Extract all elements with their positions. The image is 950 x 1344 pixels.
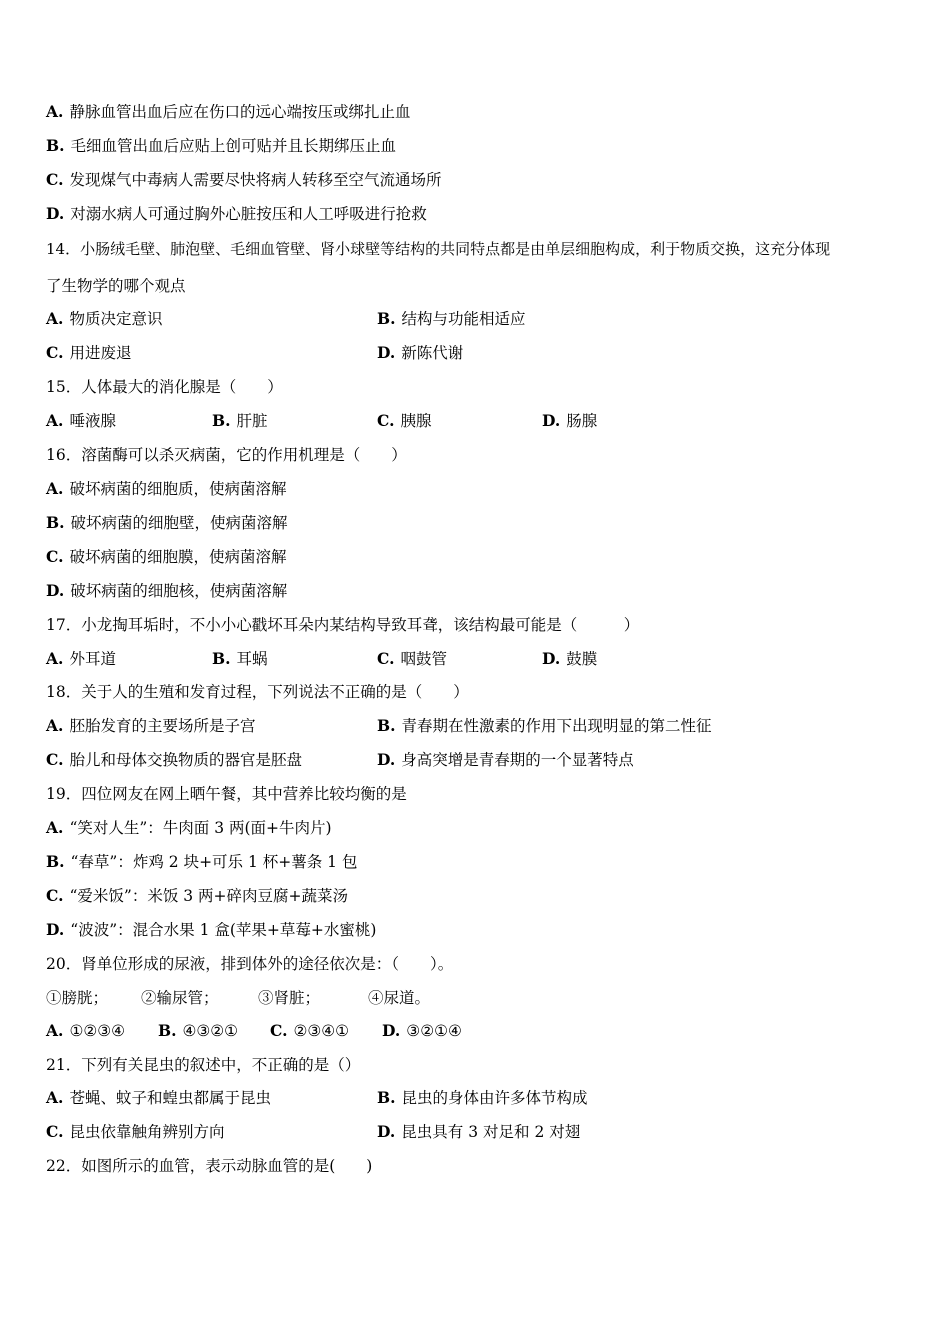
q16-option-b [46, 511, 288, 535]
option-text: ②③④① [293, 1022, 350, 1040]
option-text: 对溺水病人可通过胸外心脏按压和人工呼吸进行抢救 [70, 205, 427, 223]
option-letter: D. [542, 411, 561, 430]
q18-option-b [377, 714, 712, 738]
option-text: 咽鼓管 [400, 650, 447, 668]
option-letter: D. [377, 343, 396, 362]
option-letter: A. [46, 1088, 64, 1107]
option-text: ④③②① [182, 1022, 239, 1040]
option-letter: D. [46, 204, 65, 223]
q19-stem: 19．四位网友在网上晒午餐，其中营养比较均衡的是 [46, 785, 407, 803]
option-letter: B. [46, 513, 65, 532]
q20-option-d [382, 1019, 462, 1043]
option-text: 破坏病菌的细胞壁，使病菌溶解 [70, 514, 288, 532]
q16-option-c [46, 545, 286, 569]
option-letter: C. [46, 886, 64, 905]
option-text: 用进废退 [69, 344, 132, 362]
q20-option-a [46, 1019, 125, 1043]
q16-stem: 16．溶菌酶可以杀灭病菌，它的作用机理是（ ） [46, 446, 407, 464]
option-letter: D. [46, 581, 65, 600]
q13-option-d [46, 202, 427, 226]
q14-stem-line2: 了生物学的哪个观点 [46, 277, 186, 295]
q21-option-d [377, 1120, 580, 1144]
option-letter: B. [46, 136, 65, 155]
option-text: 破坏病菌的细胞膜，使病菌溶解 [69, 548, 287, 566]
q19-option-d [46, 918, 376, 942]
option-letter: A. [46, 102, 64, 121]
option-letter: C. [377, 411, 395, 430]
q17-stem: 17．小龙掏耳垢时，不小小心戳坏耳朵内某结构导致耳聋，该结构最可能是（ ） [46, 616, 640, 634]
q16-option-a [46, 477, 286, 501]
option-text: 发现煤气中毒病人需要尽快将病人转移至空气流通场所 [69, 171, 442, 189]
q15-option-c [377, 409, 431, 433]
q20-item-3: ③肾脏； [258, 989, 321, 1007]
q13-option-b [46, 134, 396, 158]
q20-option-c [270, 1019, 349, 1043]
option-text: 破坏病菌的细胞核，使病菌溶解 [70, 582, 288, 600]
option-letter: C. [377, 649, 395, 668]
option-text: 外耳道 [69, 650, 116, 668]
q19-option-c [46, 884, 348, 908]
q19-option-a [46, 816, 332, 840]
option-letter: B. [377, 716, 396, 735]
option-letter: B. [212, 649, 231, 668]
option-letter: C. [46, 170, 64, 189]
option-text: 胰腺 [400, 412, 432, 430]
option-letter: A. [46, 649, 64, 668]
option-letter: A. [46, 309, 64, 328]
option-letter: A. [46, 1021, 64, 1040]
q14-option-c [46, 341, 131, 365]
q14-option-d [377, 341, 463, 365]
q18-option-a [46, 714, 255, 738]
q21-option-a [46, 1086, 271, 1110]
q20-option-b [158, 1019, 238, 1043]
option-letter: B. [158, 1021, 177, 1040]
option-text: 胚胎发育的主要场所是子宫 [69, 717, 256, 735]
option-text: 身高突增是青春期的一个显著特点 [401, 751, 634, 769]
q21-stem: 21．下列有关昆虫的叙述中，不正确的是（） [46, 1056, 361, 1074]
option-letter: C. [46, 547, 64, 566]
q17-option-d [542, 647, 597, 671]
q20-item-4: ④尿道。 [368, 989, 431, 1007]
q19-option-b [46, 850, 357, 874]
q15-option-d [542, 409, 597, 433]
option-letter: B. [212, 411, 231, 430]
option-letter: C. [46, 750, 64, 769]
option-letter: B. [377, 1088, 396, 1107]
option-text: “笑对人生”：牛肉面 3 两(面+牛肉片) [69, 819, 332, 837]
option-letter: D. [377, 750, 396, 769]
option-text: 破坏病菌的细胞质，使病菌溶解 [69, 480, 287, 498]
q14-option-a [46, 307, 162, 331]
q15-stem: 15．人体最大的消化腺是（ ） [46, 378, 283, 396]
option-letter: D. [382, 1021, 401, 1040]
option-letter: D. [542, 649, 561, 668]
q18-option-d [377, 748, 634, 772]
option-text: “波波”：混合水果 1 盒(苹果+草莓+水蜜桃) [70, 921, 377, 939]
option-letter: C. [46, 1122, 64, 1141]
option-letter: C. [46, 343, 64, 362]
option-letter: A. [46, 818, 64, 837]
q21-option-b [377, 1086, 588, 1110]
option-text: 耳蜗 [236, 650, 268, 668]
option-text: 唾液腺 [69, 412, 116, 430]
option-text: 昆虫具有 3 对足和 2 对翅 [401, 1123, 581, 1141]
option-letter: B. [46, 852, 65, 871]
option-text: 结构与功能相适应 [401, 310, 526, 328]
q17-option-a [46, 647, 116, 671]
option-letter: C. [270, 1021, 288, 1040]
q20-stem: 20．肾单位形成的尿液，排到体外的途径依次是：（ ）。 [46, 955, 454, 973]
q13-option-a [46, 100, 410, 124]
option-text: 鼓膜 [566, 650, 598, 668]
q21-option-c [46, 1120, 224, 1144]
q17-option-c [377, 647, 447, 671]
option-letter: B. [377, 309, 396, 328]
q16-option-d [46, 579, 287, 603]
option-letter: D. [377, 1122, 396, 1141]
q20-item-2: ②输尿管； [141, 989, 219, 1007]
option-text: “春草”：炸鸡 2 块+可乐 1 杯+薯条 1 包 [70, 853, 358, 871]
option-text: 新陈代谢 [401, 344, 464, 362]
option-text: “爱米饭”：米饭 3 两+碎肉豆腐+蔬菜汤 [69, 887, 349, 905]
option-text: 昆虫依靠触角辨别方向 [69, 1123, 225, 1141]
option-text: 静脉血管出血后应在伤口的远心端按压或绑扎止血 [69, 103, 411, 121]
q18-stem: 18．关于人的生殖和发育过程，下列说法不正确的是（ ） [46, 683, 469, 701]
option-text: 青春期在性激素的作用下出现明显的第二性征 [401, 717, 712, 735]
q13-option-c [46, 168, 441, 192]
q15-option-a [46, 409, 116, 433]
q22-stem: 22．如图所示的血管，表示动脉血管的是( ) [46, 1157, 373, 1175]
option-text: 肠腺 [566, 412, 598, 430]
option-text: 昆虫的身体由许多体节构成 [401, 1089, 588, 1107]
option-letter: A. [46, 411, 64, 430]
option-letter: A. [46, 716, 64, 735]
q17-option-b [212, 647, 268, 671]
q14-option-b [377, 307, 526, 331]
option-text: 苍蝇、蚊子和蝗虫都属于昆虫 [69, 1089, 271, 1107]
option-text: ③②①④ [406, 1022, 462, 1040]
option-letter: D. [46, 920, 65, 939]
option-text: 物质决定意识 [69, 310, 163, 328]
option-text: 胎儿和母体交换物质的器官是胚盘 [69, 751, 302, 769]
option-text: 肝脏 [236, 412, 268, 430]
q15-option-b [212, 409, 268, 433]
q14-stem-line1: 14．小肠绒毛壁、肺泡壁、毛细血管壁、肾小球壁等结构的共同特点都是由单层细胞构成，利于物质交换，这充分体现 [46, 240, 831, 258]
option-letter: A. [46, 479, 64, 498]
q20-item-1: ①膀胱； [46, 989, 109, 1007]
option-text: ①②③④ [69, 1022, 126, 1040]
q18-option-c [46, 748, 302, 772]
option-text: 毛细血管出血后应贴上创可贴并且长期绑压止血 [70, 137, 397, 155]
